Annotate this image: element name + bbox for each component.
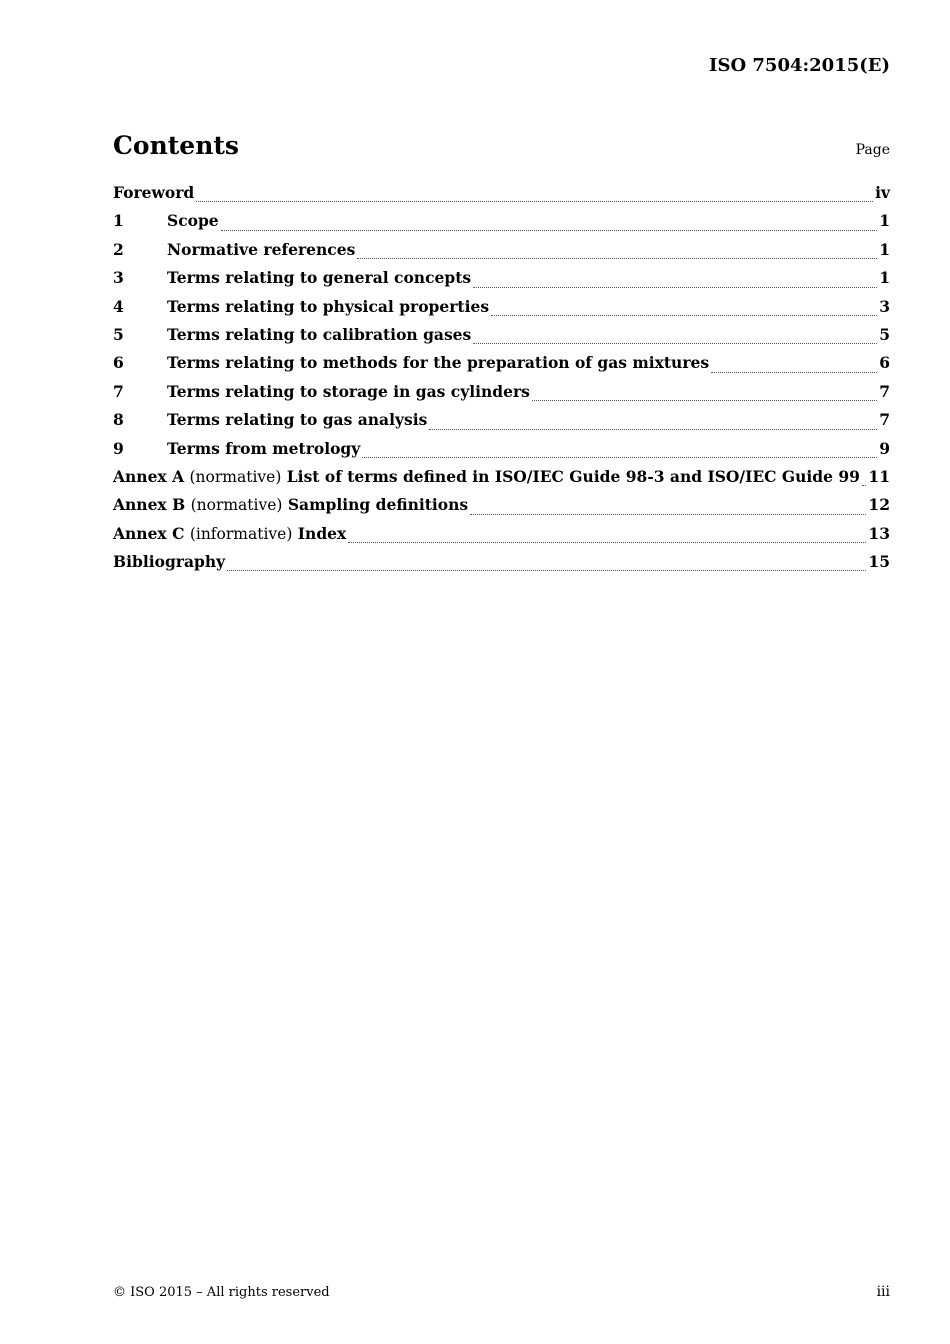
toc-entry-page: 1 (879, 239, 890, 259)
toc-entry-annex-a[interactable] (113, 467, 890, 495)
toc-entry-page: 3 (879, 296, 890, 316)
dot-leader (227, 570, 866, 571)
annex-label: Annex A (113, 466, 185, 486)
dot-leader (473, 287, 877, 288)
annex-type: (informative) (189, 524, 293, 543)
toc-entry-normative-references[interactable] (113, 240, 890, 268)
toc-entry-page: 7 (879, 381, 890, 401)
toc-entry-preparation-methods[interactable] (113, 353, 890, 381)
toc-entry-number: 1 (113, 211, 124, 231)
toc-entry-metrology[interactable] (113, 439, 890, 467)
toc-entry-number: 3 (113, 268, 124, 288)
toc-entry-page: 13 (868, 523, 890, 543)
toc-entry-title: Bibliography (113, 552, 226, 572)
copyright-notice: © ISO 2015 – All rights reserved (113, 1285, 330, 1300)
page-column-label: Page (855, 142, 890, 158)
toc-entry-annex-heading (113, 495, 468, 514)
toc-entry-title: Terms relating to physical properties (167, 296, 490, 316)
contents-heading: Contents (113, 131, 240, 160)
toc-entry-number: 7 (113, 381, 124, 401)
toc-entry-gas-analysis[interactable] (113, 410, 890, 438)
toc-entry-page: 1 (879, 268, 890, 288)
annex-type: (normative) (190, 496, 283, 515)
toc-entry-title: Foreword (113, 183, 195, 202)
dot-leader (532, 400, 877, 401)
toc-entry-page: 5 (879, 324, 890, 344)
dot-leader (357, 258, 877, 259)
toc-entry-page: 11 (868, 466, 890, 486)
toc-entry-annex-heading (113, 467, 860, 486)
dot-leader (221, 230, 878, 231)
dot-leader (429, 429, 877, 430)
toc-entry-number: 8 (113, 410, 124, 430)
toc-entry-bibliography[interactable] (113, 552, 890, 580)
toc-entry-page: 15 (868, 552, 890, 572)
dot-leader (362, 457, 877, 458)
toc-entry-physical-properties[interactable] (113, 297, 890, 325)
toc-entry-title: Terms relating to gas analysis (167, 410, 428, 430)
toc-entry-number: 6 (113, 353, 124, 373)
toc-entry-foreword[interactable] (113, 183, 890, 211)
toc-entry-title: Terms relating to methods for the preparation of gas mixtures (167, 353, 710, 373)
toc-entry-title: List of terms defined in ISO/IEC Guide 98-3 and ISO/IEC Guide 99 (286, 466, 860, 486)
toc-entry-calibration-gases[interactable] (113, 325, 890, 353)
toc-entry-page: 12 (868, 495, 890, 515)
toc-entry-annex-heading (113, 524, 346, 543)
dot-leader (711, 372, 877, 373)
toc-entry-title: Terms relating to storage in gas cylinders (167, 381, 530, 401)
annex-label: Annex B (113, 495, 186, 515)
toc-entry-page: 6 (879, 353, 890, 373)
document-id: ISO 7504:2015(E) (709, 55, 890, 76)
toc-entry-page: 9 (879, 438, 890, 458)
toc-entry-title: Terms relating to calibration gases (167, 324, 472, 344)
dot-leader (196, 201, 873, 202)
toc-entry-title: Scope (167, 211, 219, 231)
toc-entry-title: Terms relating to general concepts (167, 268, 472, 288)
toc-entry-page: iv (875, 183, 890, 202)
toc-entry-number: 4 (113, 296, 124, 316)
dot-leader (862, 485, 866, 486)
toc-entry-title: Terms from metrology (167, 438, 361, 458)
dot-leader (473, 343, 877, 344)
toc-entry-page: 7 (879, 410, 890, 430)
toc-entry-gas-cylinders[interactable] (113, 382, 890, 410)
toc-entry-annex-b[interactable] (113, 495, 890, 523)
toc-entry-number: 5 (113, 324, 124, 344)
dot-leader (491, 315, 877, 316)
dot-leader (470, 514, 866, 515)
toc-entry-title: Normative references (167, 239, 356, 259)
toc-entry-number: 2 (113, 239, 124, 259)
toc-entry-title: Index (297, 523, 347, 543)
table-of-contents (113, 183, 890, 580)
toc-entry-general-concepts[interactable] (113, 268, 890, 296)
annex-type: (normative) (189, 467, 282, 486)
toc-entry-title: Sampling definitions (287, 495, 469, 515)
toc-entry-page: 1 (879, 211, 890, 231)
toc-entry-annex-c[interactable] (113, 524, 890, 552)
page-number: iii (876, 1284, 890, 1300)
dot-leader (348, 542, 866, 543)
annex-label: Annex C (113, 523, 185, 543)
toc-entry-number: 9 (113, 438, 124, 458)
toc-entry-scope[interactable] (113, 211, 890, 239)
